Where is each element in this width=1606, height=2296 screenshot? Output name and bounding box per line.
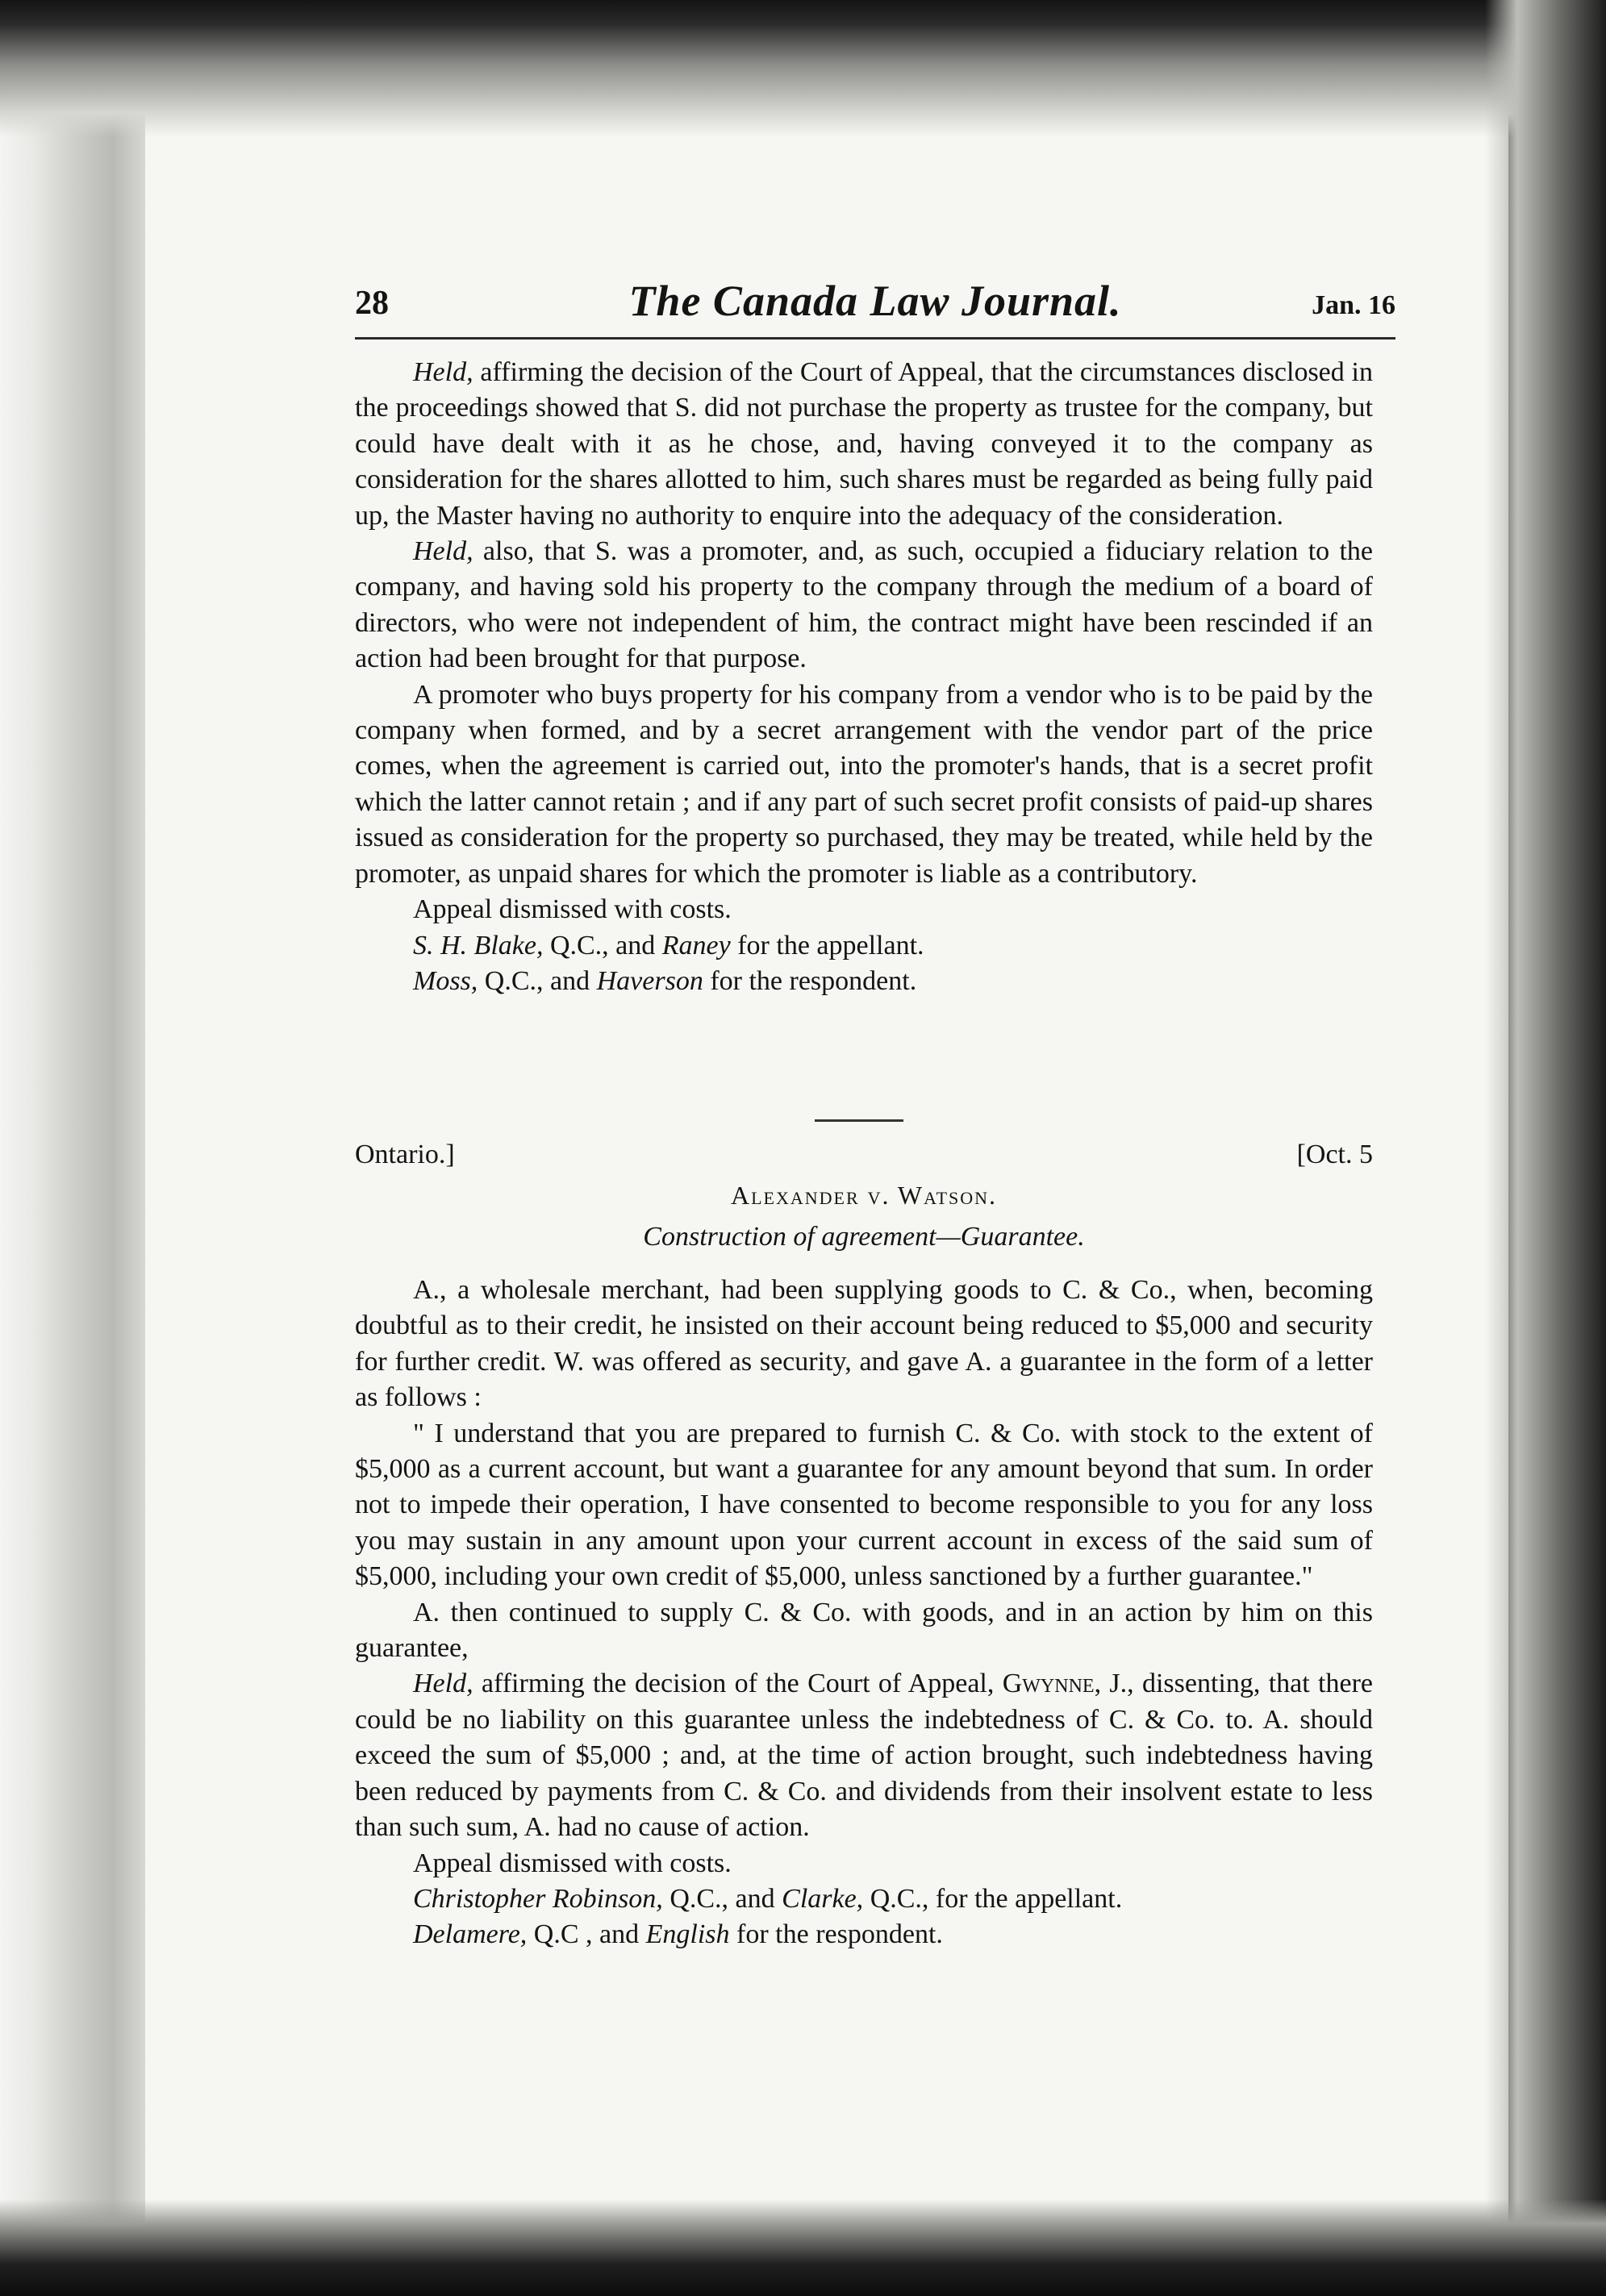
counsel-name: Haverson: [596, 965, 703, 996]
scan-bottom-edge: [0, 2199, 1606, 2296]
counsel-line: [355, 1917, 1373, 1952]
disposition: Appeal dismissed with costs.: [413, 894, 732, 925]
counsel-name: English: [645, 1919, 730, 1950]
court-line: [355, 1137, 1373, 1177]
counsel-line: [355, 928, 1373, 964]
counsel-name: Moss,: [413, 965, 478, 996]
counsel-text: for the appellant.: [730, 930, 924, 960]
counsel-name: Christopher Robinson,: [413, 1883, 663, 1914]
counsel-text: for the respondent.: [703, 965, 917, 996]
paragraph-text: , J., dissenting, that there could be no liability on this guarantee unless the indebtedness of C. & Co. to. A. should exceed the sum of $5,000 ; and, at the time of action brought, such indebtedness having been reduced by payments from C. & Co. and dividends from their insolvent estate to less than such sum, A. had no cause of action.: [355, 1669, 1373, 1843]
paragraph-text: also, that S. was a promoter, and, as such, occupied a fiduciary relation to the company, and having sold his property to the company through the medium of a board of directors, who were not independent of him, the contract might have been rescinded if an action had been brought for that purpose.: [355, 536, 1373, 674]
counsel-text: for the respondent.: [729, 1919, 943, 1950]
paragraph-text: affirming the decision of the Court of Appeal,: [473, 1669, 1003, 1699]
case-name: Alexander v. Watson.: [730, 1181, 998, 1210]
quoted-guarantee: " I understand that you are prepared to furnish C. & Co. with stock to the extent of $5,000 as a current account, but want a guarantee for any amount beyond that sum. In order not to impede their operation, I have consented to become responsible to you for any loss you may sustain in any amount upon your current account in excess of the said sum of $5,000, including your own credit of $5,000, unless sanctioned by a further guarantee.": [355, 1418, 1373, 1592]
counsel-text: Q.C., and: [543, 930, 662, 960]
scan-left-edge: [0, 0, 145, 2296]
counsel-name: Delamere,: [413, 1919, 528, 1950]
paragraph-text: affirming the decision of the Court of Appeal, that the circumstances disclosed in the proceedings showed that S. did not purchase the property as trustee for the company, but could have dealt with it as he chose, and, having conveyed it to the company as consideration for the shares allotted to him, such shares must be regarded as being fully paid up, the Master having no authority to enquire into the adequacy of the consideration.: [355, 357, 1373, 531]
page-number: 28: [355, 285, 389, 322]
first-case-text: [355, 355, 1373, 999]
case-subject: Construction of agreement—Guarantee.: [643, 1222, 1085, 1252]
court-name: Ontario.]: [355, 1140, 455, 1169]
counsel-text: Q.C , and: [527, 1919, 646, 1950]
held-lead: Held,: [413, 536, 473, 567]
counsel-text: Q.C., and: [662, 1883, 782, 1914]
counsel-text: Q.C., and: [478, 965, 597, 996]
counsel-text: Q.C., for the appellant.: [863, 1883, 1123, 1914]
counsel-name: Raney: [661, 930, 731, 960]
paragraph: [355, 355, 1373, 534]
paragraph-text: A promoter who buys property for his company from a vendor who is to be paid by the company when formed, and by a secret arrangement with the vendor part of the price comes, when the agreement is carried out, into the promoter's hands, that is a secret profit which the latter cannot retain ; and if any part of such secret profit consists of paid-up shares issued as consideration for the property so purchased, they may be treated, while held by the promoter, as unpaid shares for which the promoter is liable as a contributory.: [355, 679, 1373, 889]
paragraph: [355, 677, 1373, 892]
second-case-text: [355, 1273, 1373, 1953]
scan-right-edge: [1485, 0, 1606, 2296]
running-header: [355, 273, 1395, 337]
paragraph: [355, 534, 1373, 677]
counsel-name: S. H. Blake,: [413, 930, 544, 960]
held-lead: Held,: [413, 357, 473, 387]
dissenting-judge: Gwynne: [1002, 1669, 1095, 1699]
held-paragraph: [355, 1666, 1373, 1845]
disposition: Appeal dismissed with costs.: [413, 1848, 732, 1878]
paragraph: A., a wholesale merchant, had been supplying goods to C. & Co., when, becoming doubtful as to their credit, he insisted on their account being reduced to $5,000 and security for further credit. W. was offered as security, and gave A. a guarantee in the form of a letter as follows :: [355, 1275, 1373, 1413]
journal-title: The Canada Law Journal.: [628, 277, 1122, 325]
held-lead: Held,: [413, 1669, 473, 1699]
decision-date: [Oct. 5: [1296, 1140, 1373, 1169]
paragraph: A. then continued to supply C. & Co. with goods, and in an action by him on this guarantee,: [355, 1597, 1373, 1664]
case-separator-rule: [815, 1119, 903, 1122]
counsel-name: Clarke,: [782, 1883, 864, 1914]
counsel-line: [355, 964, 1373, 999]
scan-top-edge: [0, 0, 1606, 137]
header-date: Jan. 16: [1312, 290, 1395, 320]
header-rule: [355, 337, 1395, 340]
counsel-line: [355, 1881, 1373, 1917]
